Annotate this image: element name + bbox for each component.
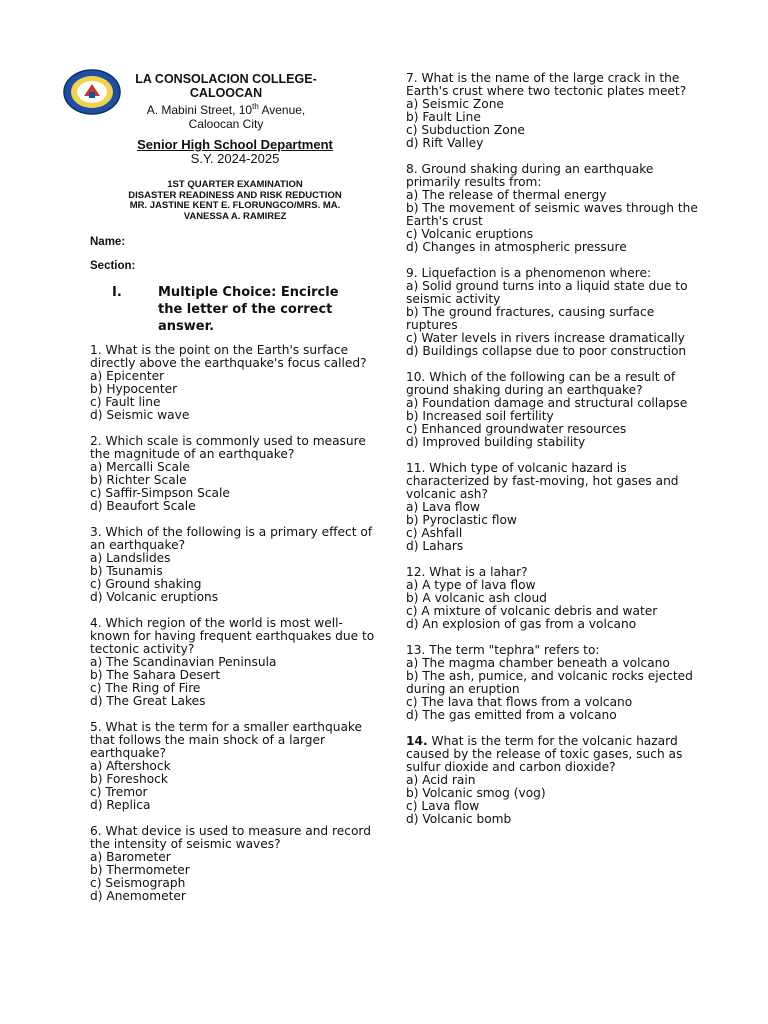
answer-option: b) Pyroclastic flow: [406, 513, 517, 527]
question-item: [90, 617, 380, 708]
answer-option: d) The Great Lakes: [90, 694, 206, 708]
answer-option: d) Changes in atmospheric pressure: [406, 240, 627, 254]
question-item: [406, 566, 698, 631]
answer-option: a) Aftershock: [90, 759, 171, 773]
school-seal-logo: [62, 68, 122, 116]
answer-option: c) Enhanced groundwater resources: [406, 422, 627, 436]
exam-title-line2: DISASTER READINESS AND RISK REDUCTION: [128, 189, 342, 201]
questions-right-column: [406, 72, 698, 839]
answer-option: a) The magma chamber beneath a volcano: [406, 656, 670, 670]
answer-option: c) A mixture of volcanic debris and water: [406, 604, 658, 618]
question-stem: 2. Which scale is commonly used to measure the magnitude of an earthquake?: [90, 434, 366, 461]
answer-option: b) Increased soil fertility: [406, 409, 554, 423]
answer-option: b) Hypocenter: [90, 382, 178, 396]
answer-option: d) Rift Valley: [406, 136, 484, 150]
answer-option: d) Seismic wave: [90, 408, 190, 422]
answer-option: d) The gas emitted from a volcano: [406, 708, 617, 722]
school-header: [122, 72, 330, 131]
answer-option: b) The ash, pumice, and volcanic rocks ejected during an eruption: [406, 669, 693, 696]
question-number: 14.: [406, 734, 428, 748]
answer-option: b) Fault Line: [406, 110, 481, 124]
school-address-line1: A. Mabini Street, 10th Avenue,: [146, 102, 306, 117]
answer-option: d) Volcanic bomb: [406, 812, 512, 826]
question-item: [406, 462, 698, 553]
answer-option: c) Lava flow: [406, 799, 480, 813]
answer-option: b) The movement of seismic waves through the Earth's crust: [406, 201, 698, 228]
answer-option: c) The Ring of Fire: [90, 681, 201, 695]
school-name-line1: LA CONSOLACION COLLEGE-: [135, 72, 317, 86]
question-stem: 14. What is the term for the volcanic hazard caused by the release of toxic gases, such as sulfur dioxide and carbon dioxide?: [406, 734, 683, 774]
instructions-text: Multiple Choice: Encircle the letter of the correct answer.: [158, 285, 339, 334]
answer-option: a) Barometer: [90, 850, 171, 864]
answer-option: b) Tsunamis: [90, 564, 163, 578]
question-item: [406, 371, 698, 449]
answer-option: c) Ashfall: [406, 526, 463, 540]
answer-option: b) Foreshock: [90, 772, 168, 786]
answer-option: c) Fault line: [90, 395, 161, 409]
answer-option: b) Richter Scale: [90, 473, 187, 487]
question-item: [406, 163, 698, 254]
question-stem: 3. Which of the following is a primary effect of an earthquake?: [90, 525, 373, 552]
question-item: [406, 644, 698, 722]
question-item: [90, 721, 380, 812]
instructions-number: I.: [112, 285, 122, 300]
school-year: S.Y. 2024-2025: [190, 151, 280, 166]
answer-option: c) Saffir-Simpson Scale: [90, 486, 230, 500]
department-header: [90, 138, 380, 166]
question-stem: 5. What is the term for a smaller earthquake that follows the main shock of a larger earthquake?: [90, 720, 363, 760]
answer-option: c) Seismograph: [90, 876, 186, 890]
question-stem: 1. What is the point on the Earth's surface directly above the earthquake's focus called?: [90, 343, 367, 370]
answer-option: a) Foundation damage and structural collapse: [406, 396, 688, 410]
question-stem: 12. What is a lahar?: [406, 565, 528, 579]
questions-left-column: [90, 344, 380, 916]
question-stem: 8. Ground shaking during an earthquake primarily results from:: [406, 162, 654, 189]
exam-title: [90, 180, 380, 222]
answer-option: d) Improved building stability: [406, 435, 586, 449]
exam-title-line3: MR. JASTINE KENT E. FLORUNGCO/MRS. MA.: [129, 200, 341, 211]
question-stem: 4. Which region of the world is most well-known for having frequent earthquakes due to tectonic activity?: [90, 616, 375, 656]
question-stem: 9. Liquefaction is a phenomenon where:: [406, 266, 652, 280]
student-fields: [90, 236, 135, 284]
question-item: [90, 435, 380, 513]
name-label: Name:: [90, 236, 126, 248]
answer-option: a) Solid ground turns into a liquid state due to seismic activity: [406, 279, 688, 306]
answer-option: d) Volcanic eruptions: [90, 590, 219, 604]
question-stem: 11. Which type of volcanic hazard is characterized by fast-moving, hot gases and volcanic ash?: [406, 461, 679, 501]
question-item: [406, 735, 698, 826]
answer-option: d) An explosion of gas from a volcano: [406, 617, 637, 631]
section-label: Section:: [90, 260, 136, 272]
answer-option: a) Seismic Zone: [406, 97, 504, 111]
answer-option: d) Lahars: [406, 539, 464, 553]
answer-option: b) The ground fractures, causing surface ruptures: [406, 305, 655, 332]
answer-option: a) A type of lava flow: [406, 578, 536, 592]
answer-option: c) Subduction Zone: [406, 123, 525, 137]
question-item: [90, 825, 380, 903]
answer-option: d) Replica: [90, 798, 151, 812]
answer-option: a) The Scandinavian Peninsula: [90, 655, 277, 669]
question-item: [90, 526, 380, 604]
question-stem: 13. The term "tephra" refers to:: [406, 643, 600, 657]
answer-option: b) A volcanic ash cloud: [406, 591, 547, 605]
answer-option: b) Thermometer: [90, 863, 190, 877]
answer-option: d) Anemometer: [90, 889, 186, 903]
question-item: [90, 344, 380, 422]
answer-option: a) Mercalli Scale: [90, 460, 190, 474]
exam-title-line4: VANESSA A. RAMIREZ: [183, 210, 287, 222]
question-item: [406, 267, 698, 358]
answer-option: c) Ground shaking: [90, 577, 202, 591]
question-stem: 6. What device is used to measure and record the intensity of seismic waves?: [90, 824, 371, 851]
answer-option: c) Volcanic eruptions: [406, 227, 534, 241]
answer-option: b) Volcanic smog (vog): [406, 786, 546, 800]
department-name: Senior High School Department: [137, 137, 333, 152]
answer-option: d) Beaufort Scale: [90, 499, 196, 513]
answer-option: c) The lava that flows from a volcano: [406, 695, 633, 709]
answer-option: c) Tremor: [90, 785, 148, 799]
question-item: [406, 72, 698, 150]
exam-title-line1: 1ST QUARTER EXAMINATION: [167, 179, 303, 190]
question-stem: 7. What is the name of the large crack in the Earth's crust where two tectonic plates meet?: [406, 71, 687, 98]
question-stem: 10. Which of the following can be a result of ground shaking during an earthquake?: [406, 370, 676, 397]
answer-option: a) Lava flow: [406, 500, 481, 514]
answer-option: c) Water levels in rivers increase dramatically: [406, 331, 685, 345]
answer-option: a) Acid rain: [406, 773, 476, 787]
school-name-line2: CALOOCAN: [189, 86, 263, 100]
answer-option: b) The Sahara Desert: [90, 668, 221, 682]
school-address-line2: Caloocan City: [188, 117, 264, 131]
answer-option: a) The release of thermal energy: [406, 188, 607, 202]
answer-option: a) Landslides: [90, 551, 171, 565]
answer-option: a) Epicenter: [90, 369, 165, 383]
answer-option: d) Buildings collapse due to poor construction: [406, 344, 687, 358]
